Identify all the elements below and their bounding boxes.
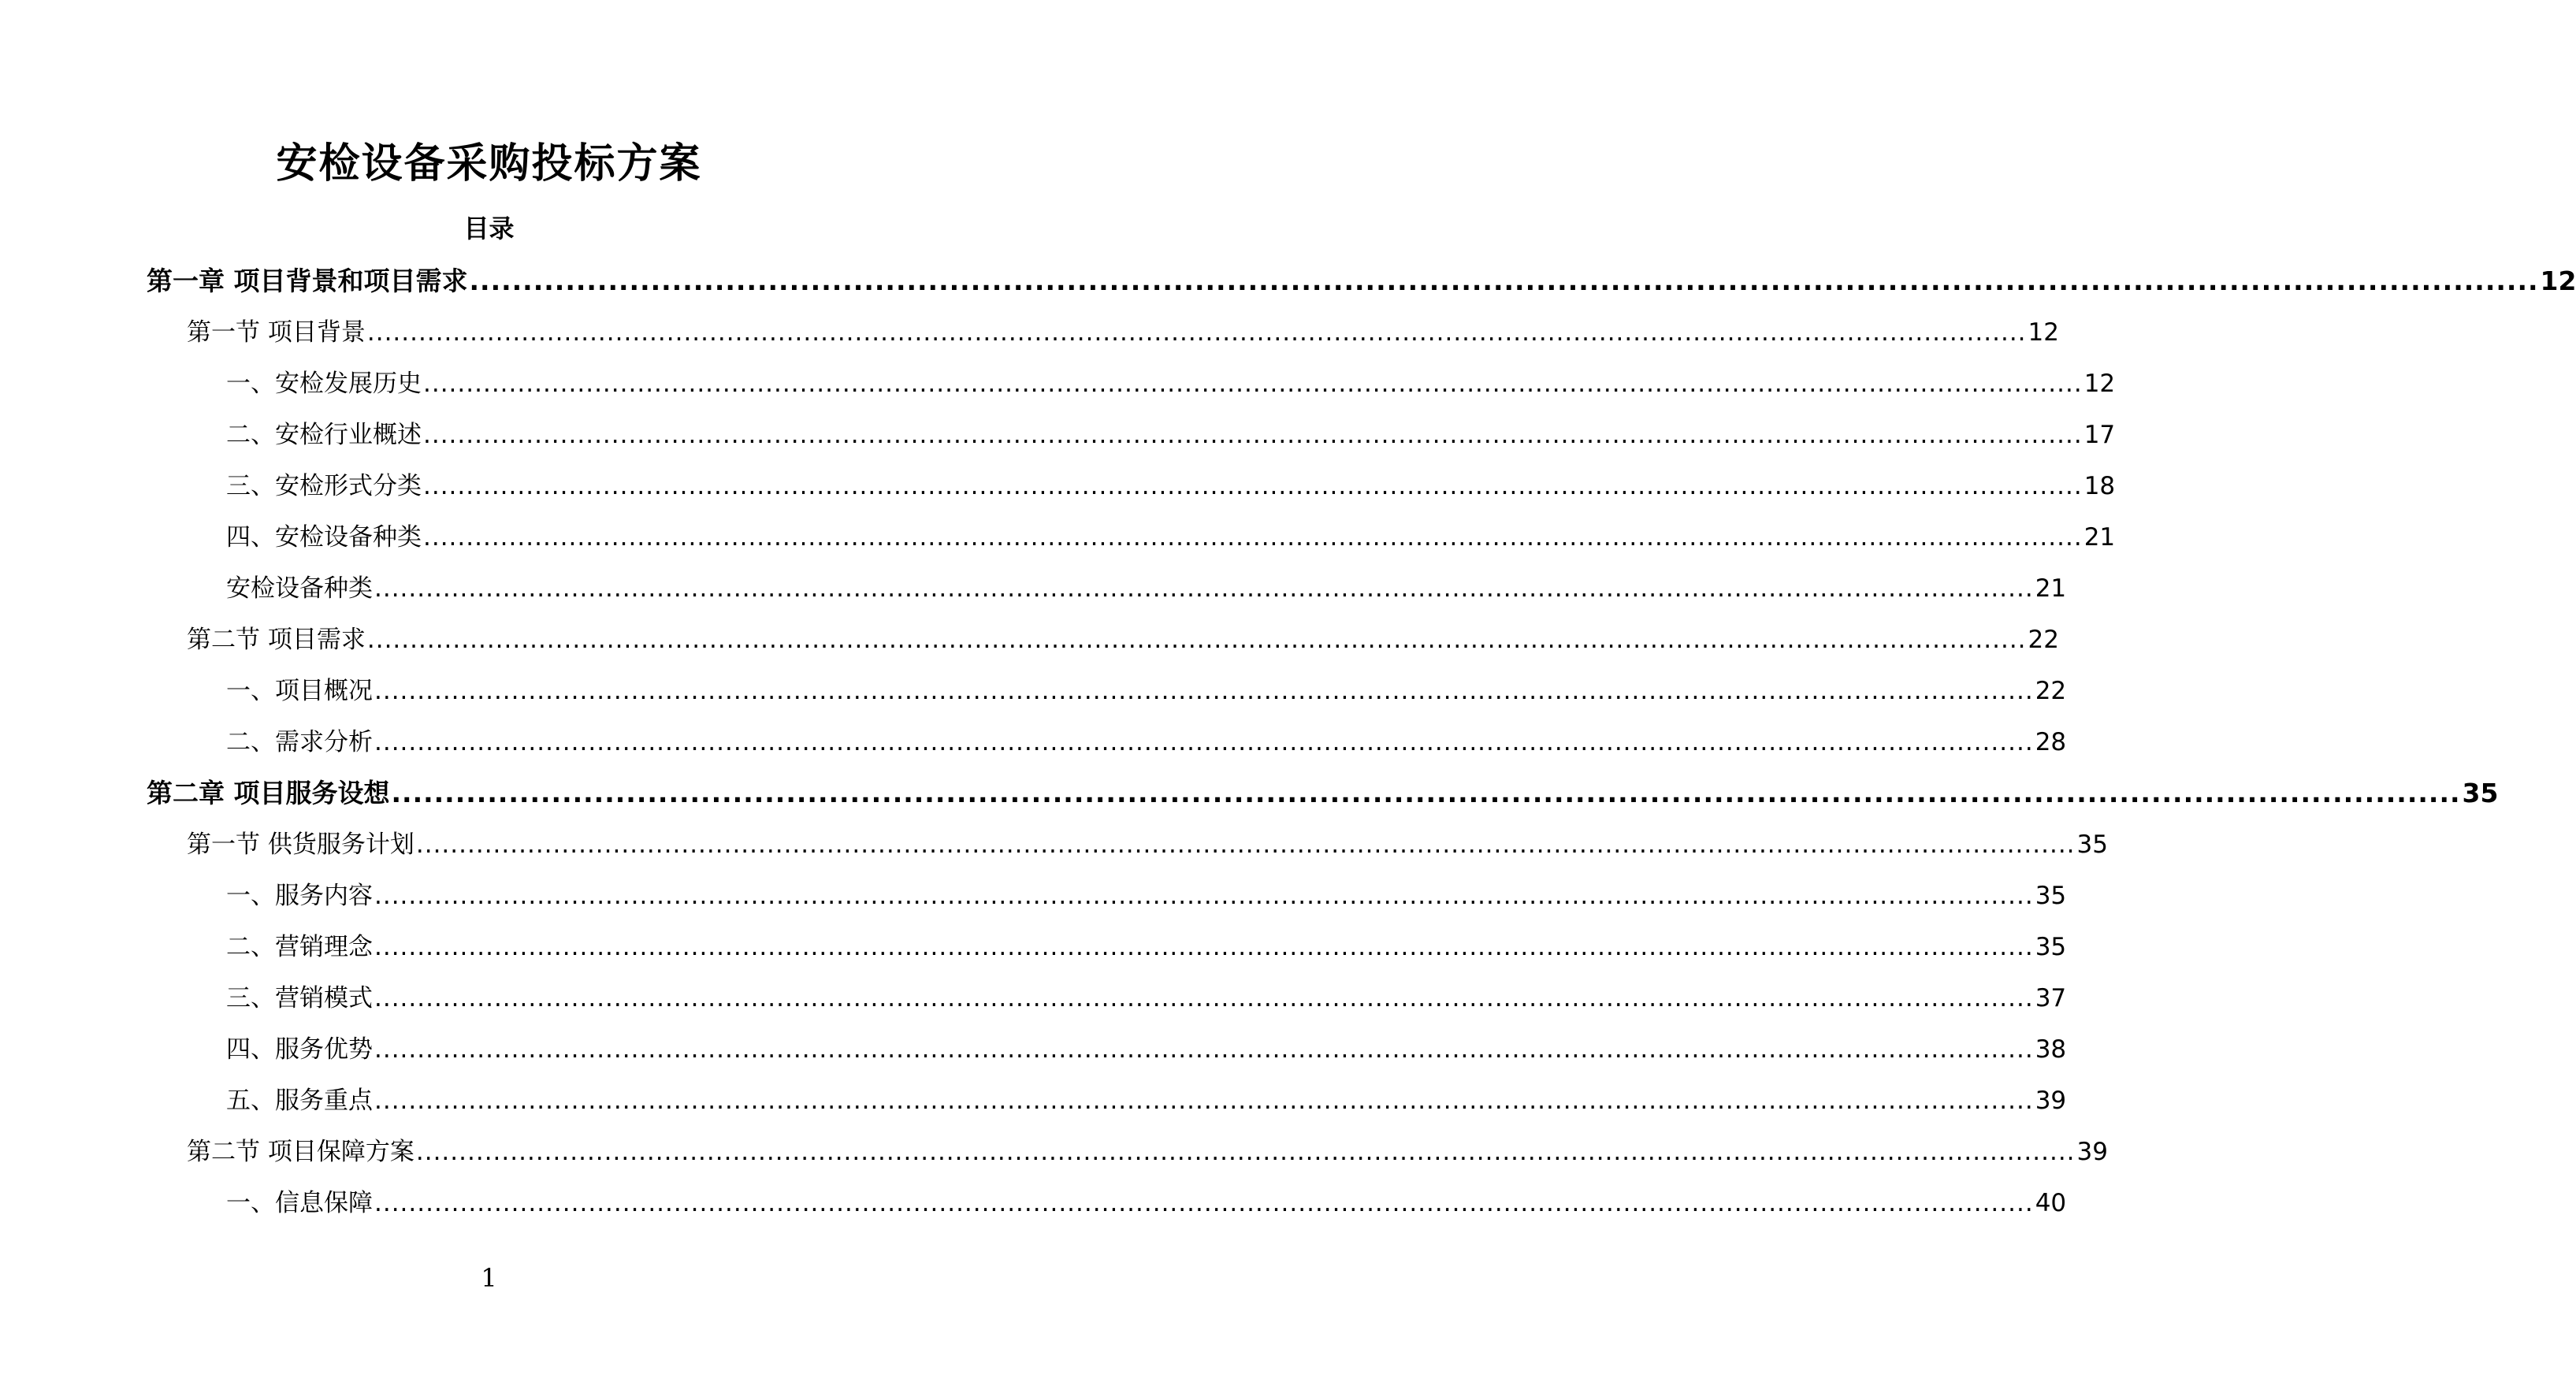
toc-page-number: 38 xyxy=(2035,1035,2067,1064)
toc-page-number: 12 xyxy=(2540,266,2576,296)
toc-page-number: 22 xyxy=(2035,677,2067,705)
toc-entry[interactable] xyxy=(0,671,2067,722)
toc-entry[interactable] xyxy=(0,261,2576,312)
toc-leader xyxy=(374,728,2034,756)
toc-page-number: 35 xyxy=(2035,933,2067,961)
toc-leader xyxy=(392,778,2461,808)
toc-leader xyxy=(416,1138,2076,1166)
toc-page-number: 22 xyxy=(2028,626,2059,654)
toc-page-number: 35 xyxy=(2462,778,2499,808)
toc-entry-text: 第二章 项目服务设想 xyxy=(147,778,390,808)
toc-entry-text: 安检设备种类 xyxy=(226,574,373,603)
toc-entry[interactable] xyxy=(0,619,2059,671)
toc-leader xyxy=(374,677,2034,705)
toc-entry[interactable] xyxy=(0,466,2116,517)
toc-leader xyxy=(374,933,2034,961)
toc-entry[interactable] xyxy=(0,927,2067,978)
toc-entry-text: 二、需求分析 xyxy=(226,728,373,756)
toc-entry-text: 第二节 项目保障方案 xyxy=(187,1138,414,1166)
page-number: 1 xyxy=(481,1263,497,1293)
toc-page-number: 37 xyxy=(2035,984,2067,1012)
toc-entry-text: 一、信息保障 xyxy=(226,1189,373,1217)
toc-entry[interactable] xyxy=(0,414,2116,466)
toc-leader xyxy=(367,626,2027,654)
toc-page-number: 35 xyxy=(2076,830,2108,859)
toc-page-number: 17 xyxy=(2083,421,2116,449)
toc-entry[interactable] xyxy=(0,824,2108,875)
toc-page-number: 12 xyxy=(2028,318,2059,347)
toc-page-number: 39 xyxy=(2076,1138,2108,1166)
toc-entry[interactable] xyxy=(0,1029,2067,1080)
toc-entry-text: 二、安检行业概述 xyxy=(226,421,422,449)
toc-heading: 目录 xyxy=(463,214,515,243)
toc-leader xyxy=(423,370,2083,398)
toc-entry[interactable] xyxy=(0,722,2067,773)
toc-leader xyxy=(374,1189,2034,1217)
toc-page-number: 40 xyxy=(2035,1189,2067,1217)
toc-entry-text: 三、营销模式 xyxy=(226,984,373,1012)
toc-entry[interactable] xyxy=(0,1080,2067,1131)
toc-leader xyxy=(374,1087,2034,1115)
toc-entry[interactable] xyxy=(0,978,2067,1029)
toc-leader xyxy=(416,830,2076,859)
toc-page-number: 39 xyxy=(2035,1087,2067,1115)
toc-entry[interactable] xyxy=(0,517,2116,568)
toc-leader xyxy=(423,421,2083,449)
toc-leader xyxy=(423,472,2083,500)
toc-entry[interactable] xyxy=(0,875,2067,927)
toc-entry-text: 一、安检发展历史 xyxy=(226,370,422,398)
toc-entry-text: 二、营销理念 xyxy=(226,933,373,961)
toc-entry-text: 五、服务重点 xyxy=(226,1087,373,1115)
toc-entry-text: 第一节 供货服务计划 xyxy=(187,830,414,859)
toc-leader xyxy=(374,1035,2034,1064)
document-title: 安检设备采购投标方案 xyxy=(276,140,702,188)
toc-entry[interactable] xyxy=(0,312,2059,363)
toc-entry-text: 一、服务内容 xyxy=(226,882,373,910)
table-of-contents xyxy=(0,261,2576,1234)
toc-entry-text: 第二节 项目需求 xyxy=(187,626,366,654)
toc-leader xyxy=(374,882,2034,910)
toc-page-number: 12 xyxy=(2083,370,2116,398)
toc-page-number: 35 xyxy=(2035,882,2067,910)
toc-entry[interactable] xyxy=(0,773,2499,824)
toc-leader xyxy=(367,318,2027,347)
toc-leader xyxy=(374,984,2034,1012)
toc-entry[interactable] xyxy=(0,568,2067,619)
toc-entry-text: 三、安检形式分类 xyxy=(226,472,422,500)
toc-entry[interactable] xyxy=(0,1131,2108,1183)
toc-leader xyxy=(470,266,2539,296)
toc-leader xyxy=(374,574,2034,603)
toc-entry[interactable] xyxy=(0,1183,2067,1234)
toc-page-number: 18 xyxy=(2083,472,2116,500)
toc-entry-text: 第一章 项目背景和项目需求 xyxy=(147,266,468,296)
toc-entry[interactable] xyxy=(0,363,2116,414)
toc-page-number: 21 xyxy=(2083,523,2116,552)
toc-entry-text: 第一节 项目背景 xyxy=(187,318,366,347)
toc-page-number: 21 xyxy=(2035,574,2067,603)
toc-entry-text: 一、项目概况 xyxy=(226,677,373,705)
toc-page-number: 28 xyxy=(2035,728,2067,756)
toc-entry-text: 四、服务优势 xyxy=(226,1035,373,1064)
toc-entry-text: 四、安检设备种类 xyxy=(226,523,422,552)
toc-leader xyxy=(423,523,2083,552)
